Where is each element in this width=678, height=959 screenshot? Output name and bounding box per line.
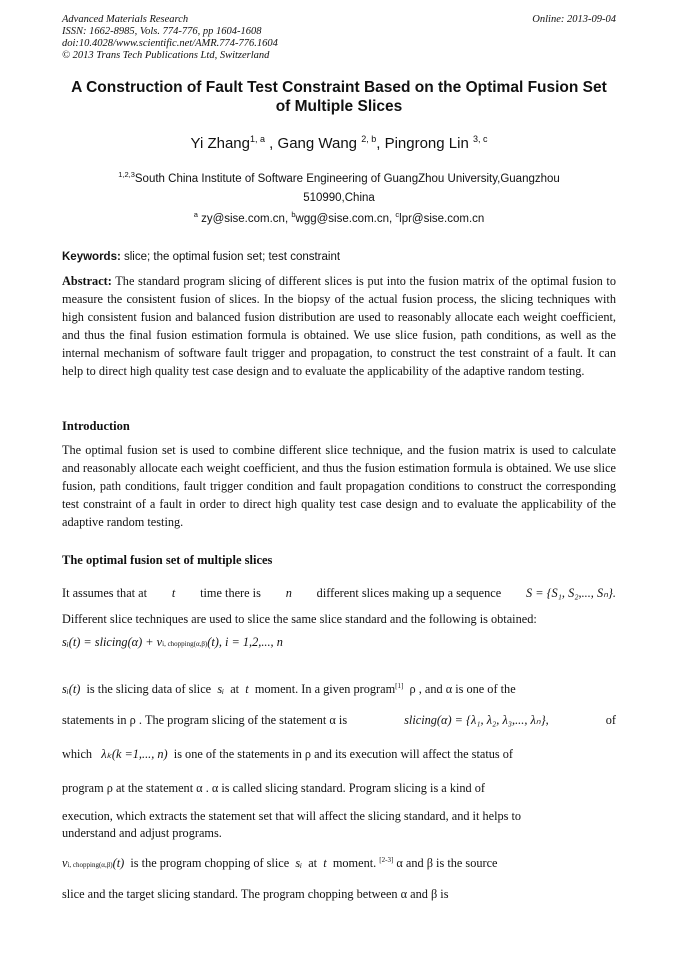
author-name: Gang Wang [277, 135, 358, 152]
keywords-text: slice; the optimal fusion set; test constraint [124, 251, 341, 263]
affiliation-line-1: South China Institute of Software Engineering of GuangZhou University,Guangzhou [134, 172, 560, 185]
title-line-1: A Construction of Fault Test Constraint Based on the Optimal Fusion Set [71, 79, 607, 96]
slicing-formula: sᵢ(t) = slicing(α) + νi, chopping(α,β)(t), i = 1,2,..., n [62, 635, 283, 649]
introduction-paragraph: The optimal fusion set is used to combine different slice technique, and the fusion matrix is used to calculate and reasonably allocate each weight coefficient, and thus the fusion estimation formula is obtained. We use slice fusion, path conditions, fault trigger condition and fault propagation conditions to construct the corresponding test constraint of a fault in order to direct high quality test case design and to evaluate the applicability of the adaptive random testing. [62, 443, 616, 529]
citation-ref[interactable]: [1] [395, 682, 404, 690]
author-name: Pingrong Lin [384, 135, 469, 152]
author-list: Yi Zhang$^{1, a}$ , Gang Wang $^{2, b}$, Pingrong Lin $^{3, c}$ [190, 134, 488, 152]
online-date: Online: 2013-09-04 [532, 14, 616, 25]
keywords [62, 250, 616, 265]
section-heading-introduction: Introduction [62, 419, 130, 433]
paragraph-line: It assumes that at t time there is n different slices making up a sequence S = {S₁, S₂,..., Sₙ}. [62, 586, 616, 600]
journal-name: Advanced Materials Research [62, 14, 189, 25]
author-sup: 2, b [361, 134, 377, 144]
paragraph-line: sᵢ(t) is the slicing data of slice sᵢ at t moment. In a given program[1] ρ , and α is one of the [62, 682, 516, 697]
email-sup: b [291, 210, 296, 219]
abstract [62, 272, 616, 380]
citation-ref[interactable]: [2-3] [379, 856, 394, 864]
email-sup: c [395, 210, 400, 219]
title-line-2: of Multiple Slices [275, 98, 403, 115]
email-link[interactable]: zy@sise.com.cn [201, 212, 285, 225]
paragraph-line: Different slice techniques are used to slice the same slice standard and the following is obtained: [62, 612, 537, 626]
issn-line: ISSN: 1662-8985, Vols. 774-776, pp 1604-1608 [62, 26, 262, 37]
sequence-formula: S = {S₁, S₂,..., Sₙ}. [526, 586, 616, 600]
paragraph-line: program ρ at the statement α . α is called slicing standard. Program slicing is a kind of [62, 781, 486, 795]
email-link[interactable]: lpr@sise.com.cn [399, 212, 485, 225]
affiliation-sup: 1,2,3 [118, 170, 135, 179]
email-link[interactable]: wgg@sise.com.cn [295, 212, 389, 225]
author-sup: 3, c [472, 134, 488, 144]
author-sup: 1, a [250, 134, 266, 144]
paragraph-line: which λₖ(k =1,..., n) is one of the statements in ρ and its execution will affect the status of [62, 747, 513, 761]
author-name: Yi Zhang [190, 135, 250, 152]
abstract-label: Abstract: [62, 274, 112, 288]
paragraph-line: understand and adjust programs. [62, 826, 222, 840]
paragraph-line: slice and the target slicing standard. The program chopping between α and β is [62, 887, 449, 901]
paragraph-line: execution, which extracts the statement set that will affect the slicing standard, and it helps to [62, 809, 522, 823]
copyright-line: © 2013 Trans Tech Publications Ltd, Switzerland [62, 50, 270, 61]
paragraph-line: νi, chopping(α,β)(t) is the program chopping of slice sᵢ at t moment. [2-3] α and β is the source [62, 856, 498, 871]
doi-line: doi:10.4028/www.scientific.net/AMR.774-776.1604 [62, 38, 278, 49]
abstract-text: The standard program slicing of different slices is put into the fusion matrix of the optimal fusion to measure the consistent fusion of slices. In the biopsy of the actual fusion process, the slicing techniques with high consistent fusion and balanced fusion distribution are used to reasonably allocate each weight coefficient, and thus the final fusion estimation formula is obtained. We use slice fusion, path conditions, as well as the internal mechanism of software fault trigger and propagation, to construct the test constraint of a fault. It can help to direct high quality test case design and to evaluate the applicability of the adaptive random testing. [62, 274, 616, 378]
email-sup: a [193, 210, 198, 219]
email-list: $^a$ zy@sise.com.cn, $^b$wgg@sise.com.cn, $^c$lpr@sise.com.cn [193, 210, 485, 225]
paper-title [62, 78, 616, 116]
journal-header [62, 14, 482, 62]
keywords-label: Keywords: [62, 251, 121, 263]
paragraph-line: statements in ρ . The program slicing of the statement α is slicing(α) = {λ₁, λ₂, λ₃,..., λₙ}, of [62, 713, 616, 727]
affiliation-line-2: 510990,China [303, 191, 375, 204]
section-heading-optimal-fusion: The optimal fusion set of multiple slices [62, 553, 273, 567]
affiliation [62, 165, 616, 208]
